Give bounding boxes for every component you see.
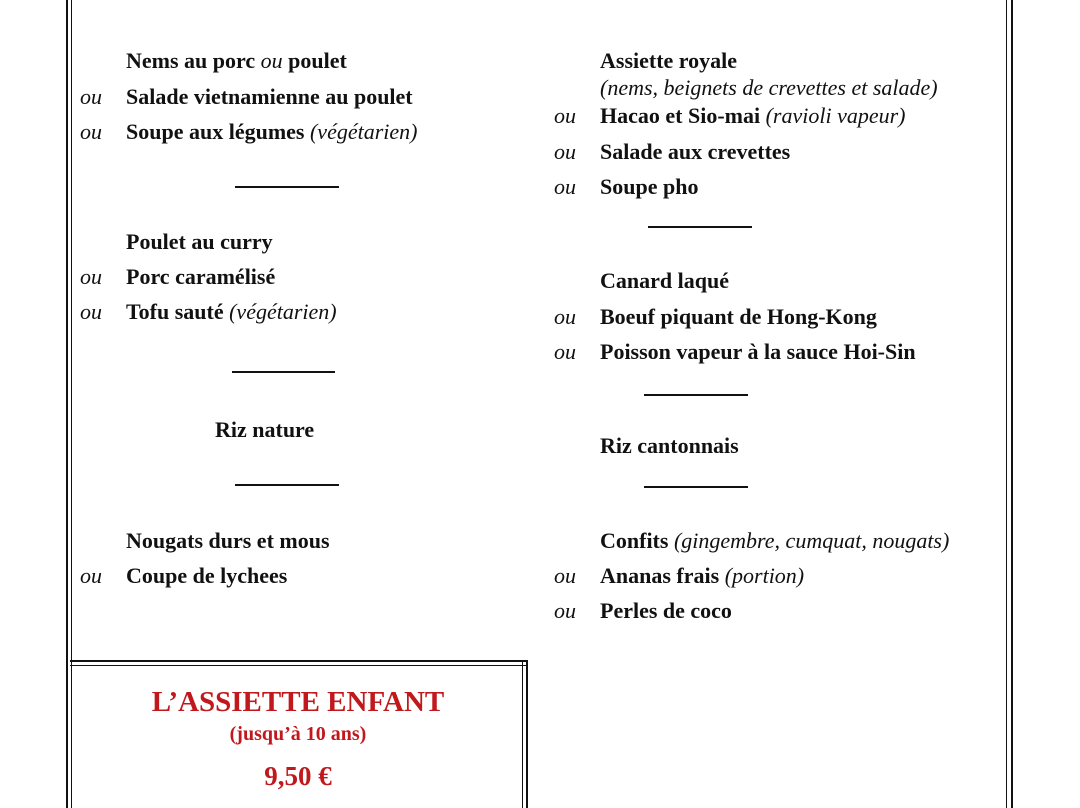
separator bbox=[232, 371, 335, 373]
frame-left-outer bbox=[66, 0, 68, 808]
frame-right-outer bbox=[1011, 0, 1013, 808]
separator bbox=[644, 486, 748, 488]
separator bbox=[644, 394, 748, 396]
frame-right-inner bbox=[1006, 0, 1007, 808]
menu-item: Nems au porc ou poulet bbox=[126, 48, 347, 73]
menu-item: Riz cantonnais bbox=[600, 433, 739, 458]
kids-menu-price: 9,50 € bbox=[264, 761, 332, 791]
separator bbox=[235, 484, 339, 486]
menu-item: Riz nature bbox=[215, 417, 315, 442]
menu-item: Assiette royale bbox=[600, 48, 738, 73]
kids-menu-box bbox=[72, 668, 524, 792]
kids-menu-subtitle: (jusqu’à 10 ans) bbox=[229, 723, 367, 745]
menu-item: Nougats durs et mous bbox=[126, 528, 330, 553]
kids-menu-title: L’ASSIETTE ENFANT bbox=[151, 686, 445, 718]
separator bbox=[235, 186, 339, 188]
menu-item: Poulet au curry bbox=[126, 229, 273, 254]
kids-box-top-border bbox=[70, 660, 528, 662]
separator bbox=[648, 226, 752, 228]
kids-box-top-border-inner bbox=[70, 665, 528, 666]
menu-item-note: (nems, beignets de crevettes et salade) bbox=[600, 75, 938, 100]
menu-item: Confits (gingembre, cumquat, nougats) bbox=[600, 528, 950, 553]
menu-item: Canard laqué bbox=[600, 268, 729, 293]
kids-box-right-border-outer bbox=[526, 660, 528, 808]
